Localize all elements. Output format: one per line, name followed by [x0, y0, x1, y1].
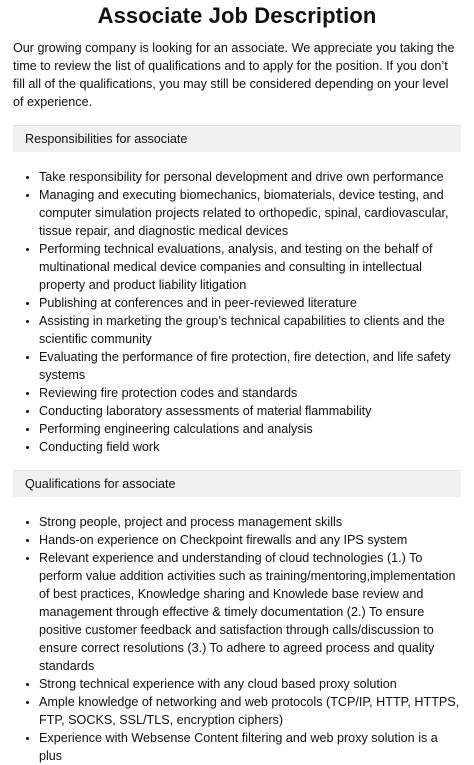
- list-item: • Strong people, project and process management skills: [39, 513, 461, 531]
- list-item: • Assisting in marketing the group’s technical capabilities to clients and the scientific community: [39, 312, 461, 348]
- list-item: • Take responsibility for personal development and drive own performance: [39, 168, 461, 186]
- responsibilities-list: [13, 168, 461, 456]
- list-item: • Performing engineering calculations and analysis: [39, 420, 461, 438]
- list-item: • Managing and executing biomechanics, biomaterials, device testing, and computer simulation projects related to orthopedic, spinal, cardiovascular, tissue repair, and diagnostic medical devices: [39, 186, 461, 240]
- responsibilities-heading: Responsibilities for associate: [13, 125, 461, 152]
- list-item: • Performing technical evaluations, analysis, and testing on the behalf of multinational medical device companies and consulting in intellectual property and product liability litigation: [39, 240, 461, 294]
- qualifications-list: [13, 513, 461, 765]
- list-item: • Conducting laboratory assessments of material flammability: [39, 402, 461, 420]
- list-item: • Evaluating the performance of fire protection, fire detection, and life safety systems: [39, 348, 461, 384]
- list-item: • Experience with Websense Content filtering and web proxy solution is a plus: [39, 729, 461, 765]
- list-item: • Conducting field work: [39, 438, 461, 456]
- list-item: • Strong technical experience with any cloud based proxy solution: [39, 675, 461, 693]
- list-item: • Relevant experience and understanding of cloud technologies (1.) To perform value addition activities such as training/mentoring,implementation of best practices, Knowledge sharing and Knowlede base review and management through effective & timely documentation (2.) To ensure positive customer feedback and satisfaction through calls/discussion to ensure correct resolutions (3.) To adhere to agreed process and quality standards: [39, 549, 461, 675]
- list-item: • Ample knowledge of networking and web protocols (TCP/IP, HTTP, HTTPS, FTP, SOCKS, SSL/TLS, encryption ciphers): [39, 693, 461, 729]
- intro-paragraph: Our growing company is looking for an associate. We appreciate you taking the time to review the list of qualifications and to apply for the position. If you don’t fill all of the qualifications, you may still be considered depending on your level of experience.: [13, 41, 455, 109]
- list-item: • Hands-on experience on Checkpoint firewalls and any IPS system: [39, 531, 461, 549]
- list-item: • Publishing at conferences and in peer-reviewed literature: [39, 294, 461, 312]
- qualifications-heading: Qualifications for associate: [13, 470, 461, 497]
- list-item: • Reviewing fire protection codes and standards: [39, 384, 461, 402]
- page-title: Associate Job Description: [97, 3, 377, 28]
